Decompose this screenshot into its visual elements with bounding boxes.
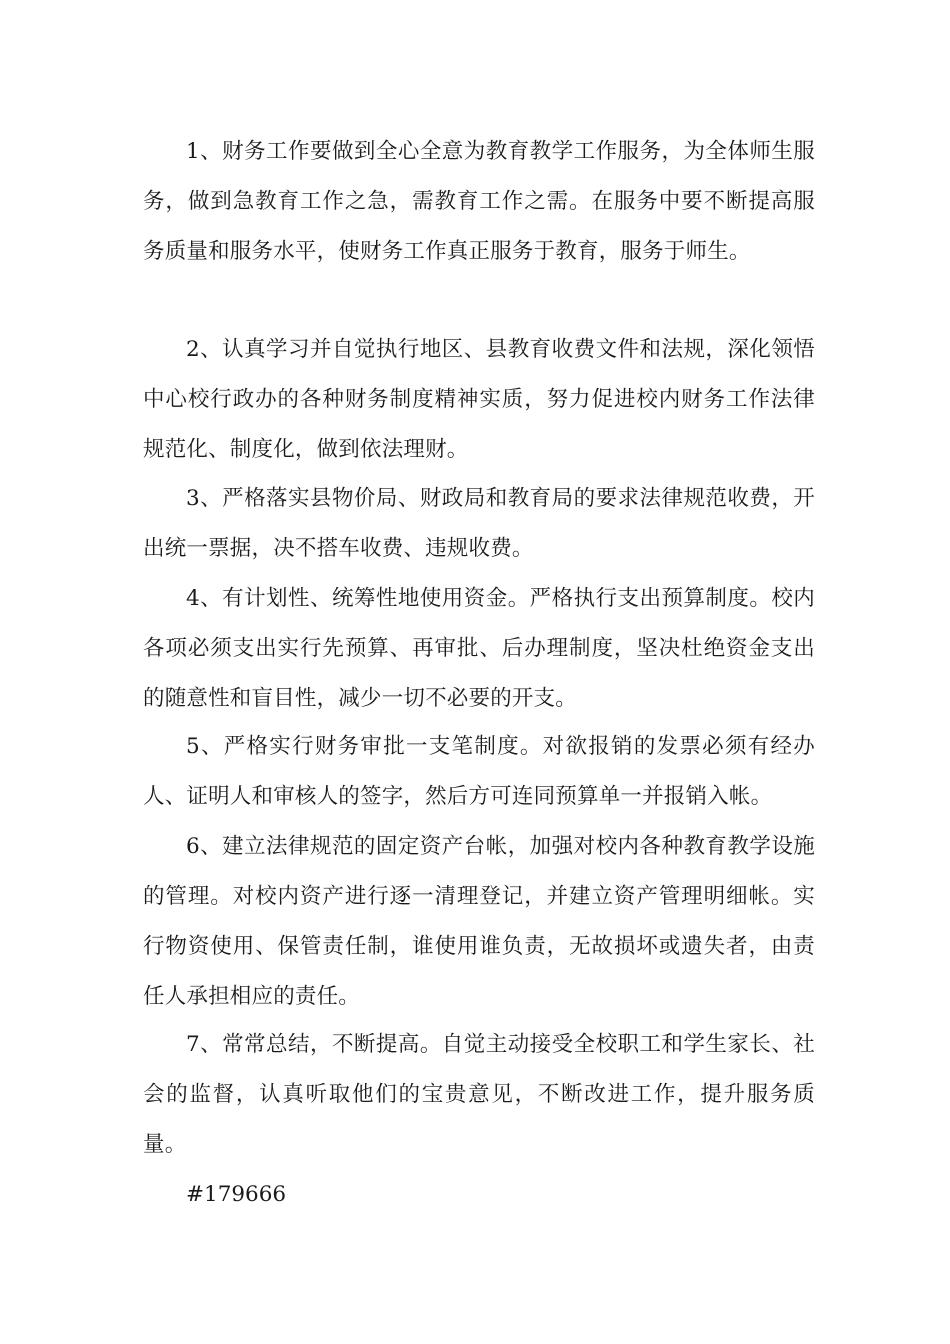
paragraph-7: 7、常常总结，不断提高。自觉主动接受全校职工和学生家长、社会的监督，认真听取他们的宝贵意见，不断改进工作，提升服务质量。 <box>143 1032 815 1157</box>
paragraph-5: 5、严格实行财务审批一支笔制度。对欲报销的发票必须有经办人、证明人和审核人的签字，然后方可连同预算单一并报销入帐。 <box>143 734 815 809</box>
paragraph-6: 6、建立法律规范的固定资产台帐，加强对校内各种教育教学设施的管理。对校内资产进行逐一清理登记，并建立资产管理明细帐。实行物资使用、保管责任制，谁使用谁负责，无故损坏或遗失者，由责任人承担相应的责任。 <box>143 834 815 1009</box>
paragraph-2: 2、认真学习并自觉执行地区、县教育收费文件和法规，深化领悟中心校行政办的各种财务制度精神实质，努力促进校内财务工作法律规范化、制度化，做到依法理财。 <box>143 337 815 462</box>
paragraph-4: 4、有计划性、统筹性地使用资金。严格执行支出预算制度。校内各项必须支出实行先预算、再审批、后办理制度，坚决杜绝资金支出的随意性和盲目性，减少一切不必要的开支。 <box>143 586 815 711</box>
paragraph-1: 1、财务工作要做到全心全意为教育教学工作服务，为全体师生服务，做到急教育工作之急，需教育工作之需。在服务中要不断提高服务质量和服务水平，使财务工作真正服务于教育，服务于师生。 <box>143 139 815 264</box>
paragraph-3: 3、严格落实县物价局、财政局和教育局的要求法律规范收费，开出统一票据，决不搭车收费、违规收费。 <box>143 486 815 561</box>
document-id: #179666 <box>186 1182 287 1207</box>
